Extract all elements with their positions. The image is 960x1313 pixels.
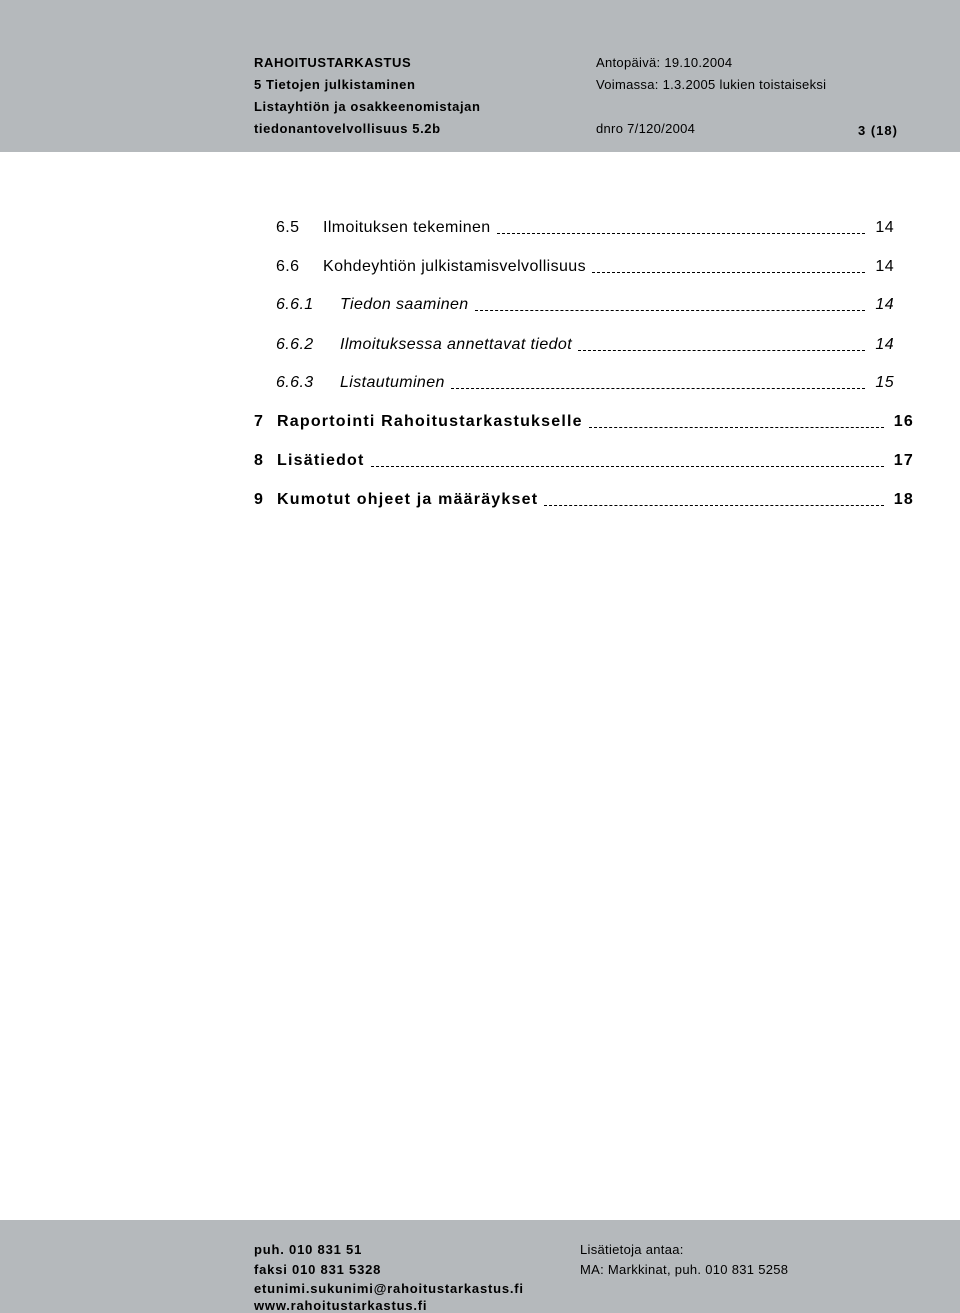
toc-leader-line xyxy=(497,233,866,234)
toc-entry[interactable] xyxy=(276,374,894,392)
toc-entry-title: Tiedon saaminen xyxy=(340,296,469,313)
toc-entry-page: 18 xyxy=(893,491,914,508)
toc-entry-page: 14 xyxy=(875,336,894,353)
toc-entry-title: Kumotut ohjeet ja määräykset xyxy=(277,491,539,508)
toc-leader-line xyxy=(371,466,884,467)
toc-entry-title: Ilmoituksessa annettavat tiedot xyxy=(340,336,573,353)
toc-entry-title: Kohdeyhtiön julkistamisvelvollisuus xyxy=(323,258,587,275)
toc-entry-title: Listautuminen xyxy=(340,374,445,391)
toc-entry-number: 8 xyxy=(254,452,265,469)
page-footer xyxy=(0,1220,960,1313)
toc-entry[interactable] xyxy=(254,413,914,431)
toc-entry-number: 6.6.1 xyxy=(276,296,314,313)
header-subject-line2: tiedonantovelvollisuus 5.2b xyxy=(254,121,441,136)
footer-website[interactable]: www.rahoitustarkastus.fi xyxy=(254,1298,428,1313)
footer-contact-info: MA: Markkinat, puh. 010 831 5258 xyxy=(580,1262,789,1277)
toc-entry-number: 9 xyxy=(254,491,265,508)
toc-leader-line xyxy=(451,388,866,389)
toc-entry-title: Raportointi Rahoitustarkastukselle xyxy=(277,413,583,430)
page-header xyxy=(0,0,960,152)
header-org: RAHOITUSTARKASTUS xyxy=(254,55,412,70)
toc-leader-line xyxy=(592,272,865,273)
toc-entry-page: 15 xyxy=(875,374,894,391)
header-issued-date: Antopäivä: 19.10.2004 xyxy=(596,55,733,70)
header-subject-line1: Listayhtiön ja osakkeenomistajan xyxy=(254,99,481,114)
toc-entry-number: 6.6 xyxy=(276,258,300,275)
toc-entry-number: 7 xyxy=(254,413,265,430)
toc-entry-title: Lisätiedot xyxy=(277,452,365,469)
footer-email[interactable]: etunimi.sukunimi@rahoitustarkastus.fi xyxy=(254,1281,524,1296)
header-section: 5 Tietojen julkistaminen xyxy=(254,77,416,92)
footer-phone: puh. 010 831 51 xyxy=(254,1242,363,1257)
toc-entry-number: 6.6.3 xyxy=(276,374,314,391)
page-number: 3 (18) xyxy=(858,123,898,138)
footer-fax: faksi 010 831 5328 xyxy=(254,1262,382,1277)
footer-contact-label: Lisätietoja antaa: xyxy=(580,1242,684,1257)
toc-entry[interactable] xyxy=(254,452,914,470)
toc-entry-page: 14 xyxy=(875,258,894,275)
toc-entry[interactable] xyxy=(276,336,894,354)
toc-entry[interactable] xyxy=(276,296,894,314)
toc-entry[interactable] xyxy=(276,258,894,276)
toc-entry-page: 16 xyxy=(893,413,914,430)
toc-entry-page: 14 xyxy=(875,219,894,236)
header-valid-from: Voimassa: 1.3.2005 lukien toistaiseksi xyxy=(596,77,827,92)
toc-entry[interactable] xyxy=(254,491,914,509)
toc-entry-page: 14 xyxy=(875,296,894,313)
header-dnro: dnro 7/120/2004 xyxy=(596,121,696,136)
toc-entry-number: 6.6.2 xyxy=(276,336,314,353)
toc-leader-line xyxy=(589,427,884,428)
toc-entry-number: 6.5 xyxy=(276,219,300,236)
toc-entry-page: 17 xyxy=(893,452,914,469)
toc-leader-line xyxy=(578,350,865,351)
toc-entry[interactable] xyxy=(276,219,894,237)
toc-leader-line xyxy=(475,310,866,311)
toc-leader-line xyxy=(544,505,884,506)
toc-entry-title: Ilmoituksen tekeminen xyxy=(323,219,491,236)
